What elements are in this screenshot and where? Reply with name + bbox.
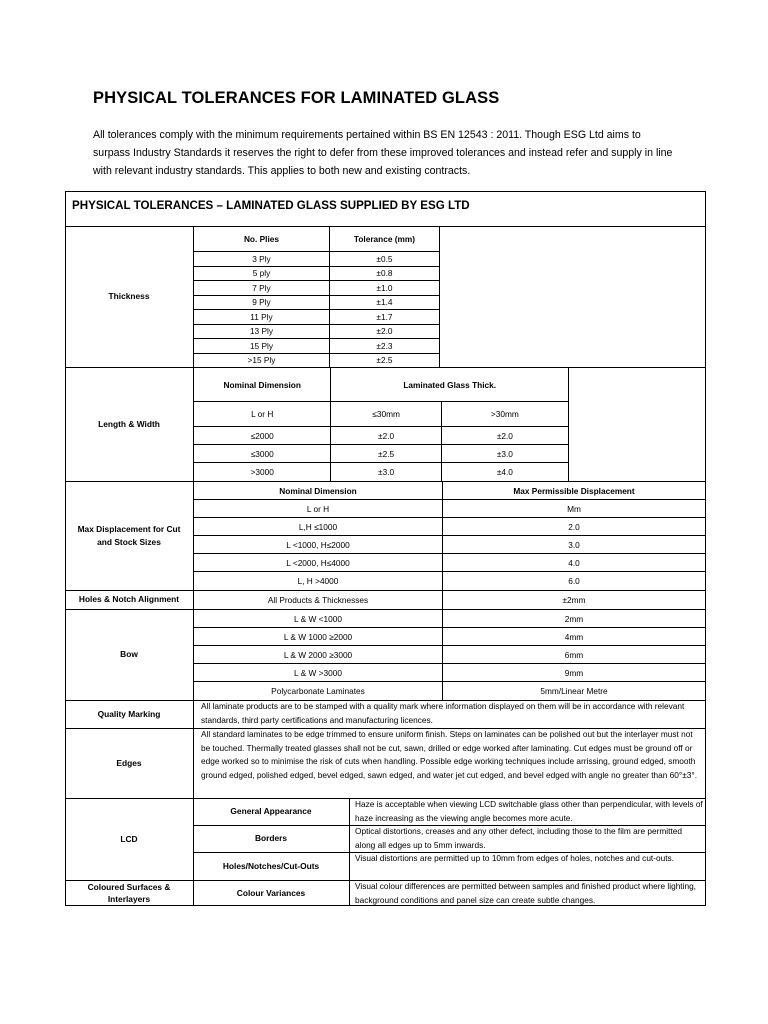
table-cell: L, H >4000 xyxy=(194,572,443,591)
table-cell: 3.0 xyxy=(443,536,706,554)
table-cell: L <2000, H≤4000 xyxy=(194,554,443,572)
length-width-label: Length & Width xyxy=(98,418,160,429)
table-cell: 5mm/Linear Metre xyxy=(443,682,706,701)
coloured-surfaces-label: Coloured Surfaces & Interlayers xyxy=(87,882,171,904)
max-displacement-label: Max Displacement for Cut and Stock Sizes xyxy=(77,523,181,547)
table-cell: L or H xyxy=(194,500,443,518)
lcd-general-appearance-text: Haze is acceptable when viewing LCD switchable glass other than perpendicular, with levels of haze increasing as the viewing angle becomes more acute. xyxy=(355,799,703,823)
table-cell: ±3.0 xyxy=(331,463,441,482)
column-header: Nominal Dimension xyxy=(194,368,331,402)
table-cell: 6.0 xyxy=(443,572,706,591)
table-cell: L & W <1000 xyxy=(194,610,443,628)
table-cell: ±4.0 xyxy=(441,463,568,482)
column-header: Max Permissible Displacement xyxy=(443,482,706,500)
bow-table xyxy=(193,609,706,701)
table-cell: ±0.8 xyxy=(329,266,439,281)
table-cell: ≤3000 xyxy=(194,445,331,463)
table-cell: 4.0 xyxy=(443,554,706,572)
length-width-table xyxy=(193,367,569,482)
table-cell: ±1.4 xyxy=(329,295,439,310)
intro-paragraph: All tolerances comply with the minimum requirements pertained within BS EN 12543 : 2011. Though ESG Ltd aims to surpass Industry Standards it reserves the right to defer from these improved tolerances and instead refer and supply in line with relevant industry standards. This applies to both new and existing contracts. xyxy=(93,129,673,177)
table-cell: 9mm xyxy=(443,664,706,682)
table-cell: ±2.0 xyxy=(331,427,441,445)
max-displacement-table xyxy=(193,481,706,591)
table-title: PHYSICAL TOLERANCES – LAMINATED GLASS SUPPLIED BY ESG LTD xyxy=(72,199,470,212)
column-header: Laminated Glass Thick. xyxy=(331,368,569,402)
column-header: Tolerance (mm) xyxy=(329,227,439,252)
lcd-borders-text: Optical distortions, creases and any other defect, including those to the film are permitted along all edges up to 5mm inwards. xyxy=(355,826,682,850)
lcd-holes-label: Holes/Notches/Cut-Outs xyxy=(222,860,320,871)
table-cell: ±2.5 xyxy=(329,353,439,368)
table-cell: ±2.0 xyxy=(441,427,568,445)
edges-label: Edges xyxy=(116,757,142,768)
column-header: Nominal Dimension xyxy=(194,482,443,500)
lcd-label: LCD xyxy=(120,833,138,844)
table-cell: L & W 2000 ≥3000 xyxy=(194,646,443,664)
table-cell: L & W >3000 xyxy=(194,664,443,682)
holes-notch-label: Holes & Notch Alignment xyxy=(78,594,180,604)
colour-variances-text: Visual colour differences are permitted between samples and finished product where lighting, background conditions and panel size can create subtle changes. xyxy=(355,881,696,905)
table-cell: Mm xyxy=(443,500,706,518)
column-header: No. Plies xyxy=(194,227,330,252)
table-cell: L <1000, H≤2000 xyxy=(194,536,443,554)
table-cell: L & W 1000 ≥2000 xyxy=(194,628,443,646)
table-cell: L or H xyxy=(194,402,331,427)
table-cell: ±1.0 xyxy=(329,281,439,296)
quality-marking-text: All laminate products are to be stamped with a quality mark where information displayed on them will be in accordance with relevant standards, third party certifications and manufacturing licences. xyxy=(201,701,685,725)
table-cell: ±2.3 xyxy=(329,339,439,354)
bow-label: Bow xyxy=(120,649,138,659)
lcd-holes-text: Visual distortions are permitted up to 10mm from edges of holes, notches and cut-outs. xyxy=(355,853,674,863)
table-cell: >30mm xyxy=(441,402,568,427)
table-cell: 2.0 xyxy=(443,518,706,536)
table-cell: ±0.5 xyxy=(329,252,439,267)
thickness-table xyxy=(193,226,440,368)
table-cell: 3 Ply xyxy=(194,252,330,267)
table-cell: ±2.5 xyxy=(331,445,441,463)
table-cell: 4mm xyxy=(443,628,706,646)
table-cell: 6mm xyxy=(443,646,706,664)
table-cell: 15 Ply xyxy=(194,339,330,354)
table-cell: 5 ply xyxy=(194,266,330,281)
colour-variances-label: Colour Variances xyxy=(236,887,306,898)
table-cell: 11 Ply xyxy=(194,310,330,325)
table-cell: >3000 xyxy=(194,463,331,482)
table-cell: ±2mm xyxy=(443,591,706,610)
edges-text: All standard laminates to be edge trimmed to ensure uniform finish. Steps on laminates can be polished out but the interlayer must not be touched. Thermally treated glasses shall not be cut, sawn, drilled or edge worked after laminating. Cut edges must be ground off or edge worked so to minimise the risk of cuts when handling. Possible edge working techniques include arrissing, ground edged, smooth ground edged, polished edged, bevel edged, sawn edged, and water jet cut edged, and bevel edged with angle no greater than 60°±3°. xyxy=(201,729,698,780)
table-cell: 9 Ply xyxy=(194,295,330,310)
table-cell: Polycarbonate Laminates xyxy=(194,682,443,701)
page-title: PHYSICAL TOLERANCES FOR LAMINATED GLASS xyxy=(93,89,500,107)
table-cell: ±1.7 xyxy=(329,310,439,325)
table-cell: >15 Ply xyxy=(194,353,330,368)
table-cell: ≤2000 xyxy=(194,427,331,445)
table-cell: 2mm xyxy=(443,610,706,628)
table-cell: L,H ≤1000 xyxy=(194,518,443,536)
quality-marking-label: Quality Marking xyxy=(97,708,161,719)
thickness-label: Thickness xyxy=(108,291,150,301)
table-cell: ≤30mm xyxy=(331,402,441,427)
table-cell: ±2.0 xyxy=(329,324,439,339)
lcd-general-appearance-label: General Appearance xyxy=(230,806,312,816)
table-cell: 7 Ply xyxy=(194,281,330,296)
table-cell: ±3.0 xyxy=(441,445,568,463)
table-cell: All Products & Thicknesses xyxy=(194,591,443,610)
table-cell: 13 Ply xyxy=(194,324,330,339)
lcd-borders-label: Borders xyxy=(254,833,288,843)
holes-notch-table xyxy=(193,590,706,610)
